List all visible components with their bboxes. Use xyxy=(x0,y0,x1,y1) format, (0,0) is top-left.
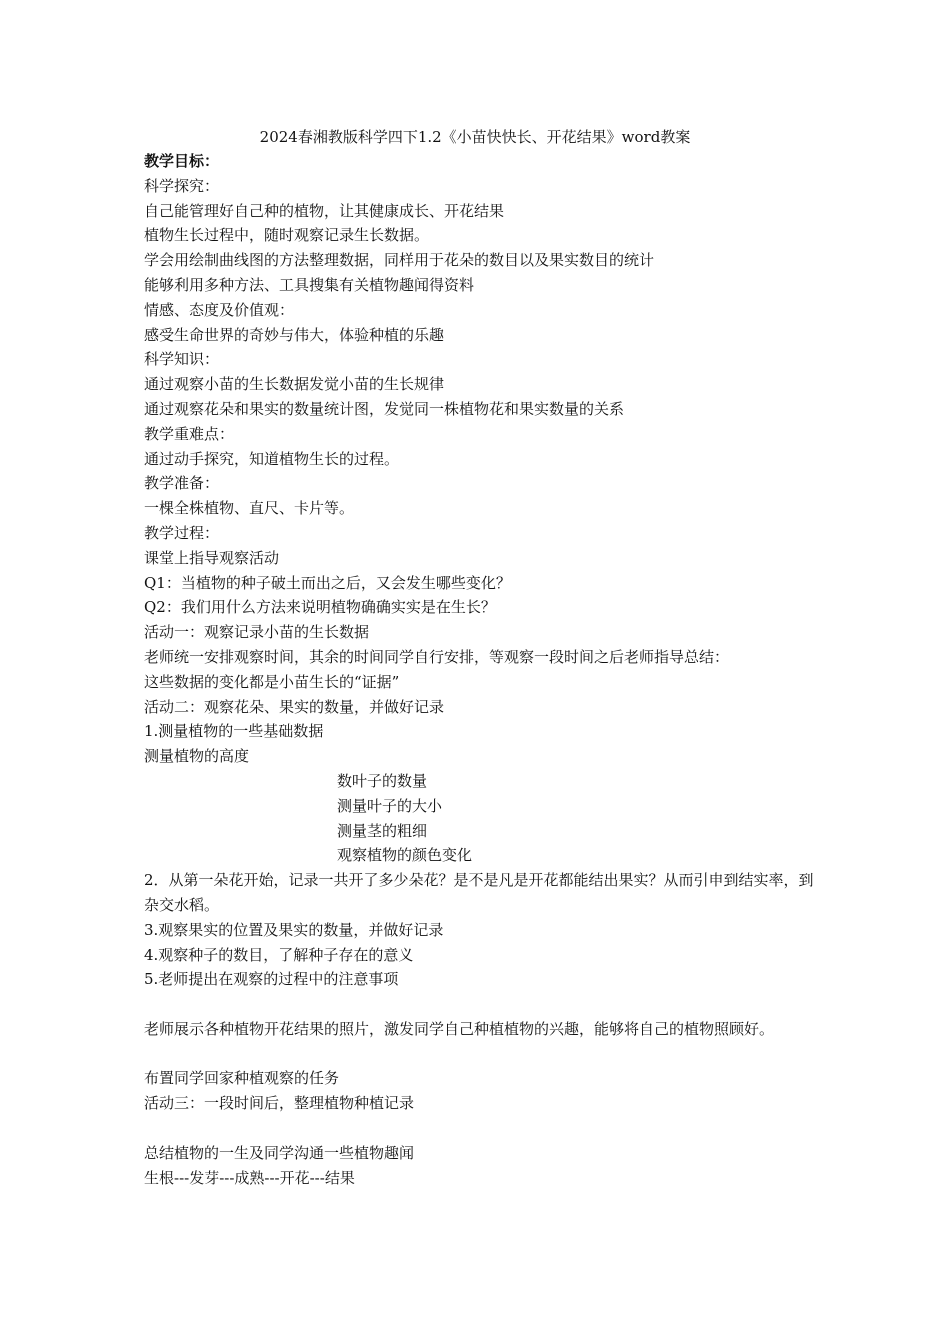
indented-item: 测量叶子的大小 xyxy=(337,796,443,815)
text-line: 这些数据的变化都是小苗生长的“证据” xyxy=(144,672,400,691)
text-line: 学会用绘制曲线图的方法整理数据，同样用于花朵的数目以及果实数目的统计 xyxy=(144,251,655,270)
list-item: 4.观察种子的数目，了解种子存在的意义 xyxy=(144,945,414,964)
text-line: 能够利用多种方法、工具搜集有关植物趣闻得资料 xyxy=(144,275,475,294)
text-line: 植物生长过程中，随时观察记录生长数据。 xyxy=(144,226,430,245)
subheading-scientific-knowledge: 科学知识： xyxy=(144,350,220,369)
paragraph-spacer xyxy=(144,1042,816,1067)
text-line: 老师统一安排观察时间，其余的时间同学自行安排，等观察一段时间之后老师指导总结： xyxy=(144,647,730,666)
paragraph-spacer xyxy=(144,992,816,1017)
subheading-emotion-attitude: 情感、态度及价值观： xyxy=(144,300,295,319)
text-line: 生根---发芽---成熟---开花---结果 xyxy=(144,1168,355,1187)
text-line: 通过动手探究，知道植物生长的过程。 xyxy=(144,449,400,468)
activity-heading: 活动三：一段时间后，整理植物种植记录 xyxy=(144,1094,415,1113)
indented-item: 数叶子的数量 xyxy=(337,771,428,790)
text-line: 课堂上指导观察活动 xyxy=(144,548,280,567)
document-title: 2024春湘教版科学四下1.2《小苗快快长、开花结果》word教案 xyxy=(259,128,691,146)
subheading-key-points: 教学重难点： xyxy=(144,424,235,443)
text-line: 测量植物的高度 xyxy=(144,747,250,766)
text-line: 通过观察花朵和果实的数量统计图，发觉同一株植物花和果实数量的关系 xyxy=(144,399,625,418)
text-line: 总结植物的一生及同学沟通一些植物趣闻 xyxy=(144,1143,415,1162)
subheading-preparation: 教学准备： xyxy=(144,474,220,493)
list-item: 3.观察果实的位置及果实的数量，并做好记录 xyxy=(144,920,444,939)
subheading-scientific-inquiry: 科学探究： xyxy=(144,176,220,195)
activity-heading: 活动一：观察记录小苗的生长数据 xyxy=(144,623,370,642)
subheading-process: 教学过程： xyxy=(144,523,220,542)
paragraph: 老师展示各种植物开花结果的照片，激发同学自己种植植物的兴趣，能够将自己的植物照顾好。 xyxy=(144,1019,775,1038)
list-item: 5.老师提出在观察的过程中的注意事项 xyxy=(144,970,399,989)
indented-item: 观察植物的颜色变化 xyxy=(337,846,473,865)
activity-heading: 活动二：观察花朵、果实的数量，并做好记录 xyxy=(144,697,445,716)
text-line: 感受生命世界的奇妙与伟大，体验种植的乐趣 xyxy=(144,325,445,344)
document-body xyxy=(144,149,816,1190)
list-item: 1.测量植物的一些基础数据 xyxy=(144,722,324,741)
question-line: Q2：我们用什么方法来说明植物确确实实是在生长？ xyxy=(144,598,496,617)
list-item: 2．从第一朵花开始，记录一共开了多少朵花？是不是凡是开花都能结出果实？从而引申到结实率，到杂交水稻。 xyxy=(144,871,814,914)
section-heading-teaching-goals: 教学目标： xyxy=(144,152,220,170)
text-line: 自己能管理好自己种的植物，让其健康成长、开花结果 xyxy=(144,201,505,220)
question-line: Q1：当植物的种子破土而出之后，又会发生哪些变化？ xyxy=(144,573,511,592)
text-line: 通过观察小苗的生长数据发觉小苗的生长规律 xyxy=(144,375,445,394)
indented-item: 测量茎的粗细 xyxy=(337,821,428,840)
text-line: 布置同学回家种植观察的任务 xyxy=(144,1069,340,1088)
text-line: 一棵全株植物、直尺、卡片等。 xyxy=(144,499,355,518)
paragraph-spacer xyxy=(144,1116,816,1141)
